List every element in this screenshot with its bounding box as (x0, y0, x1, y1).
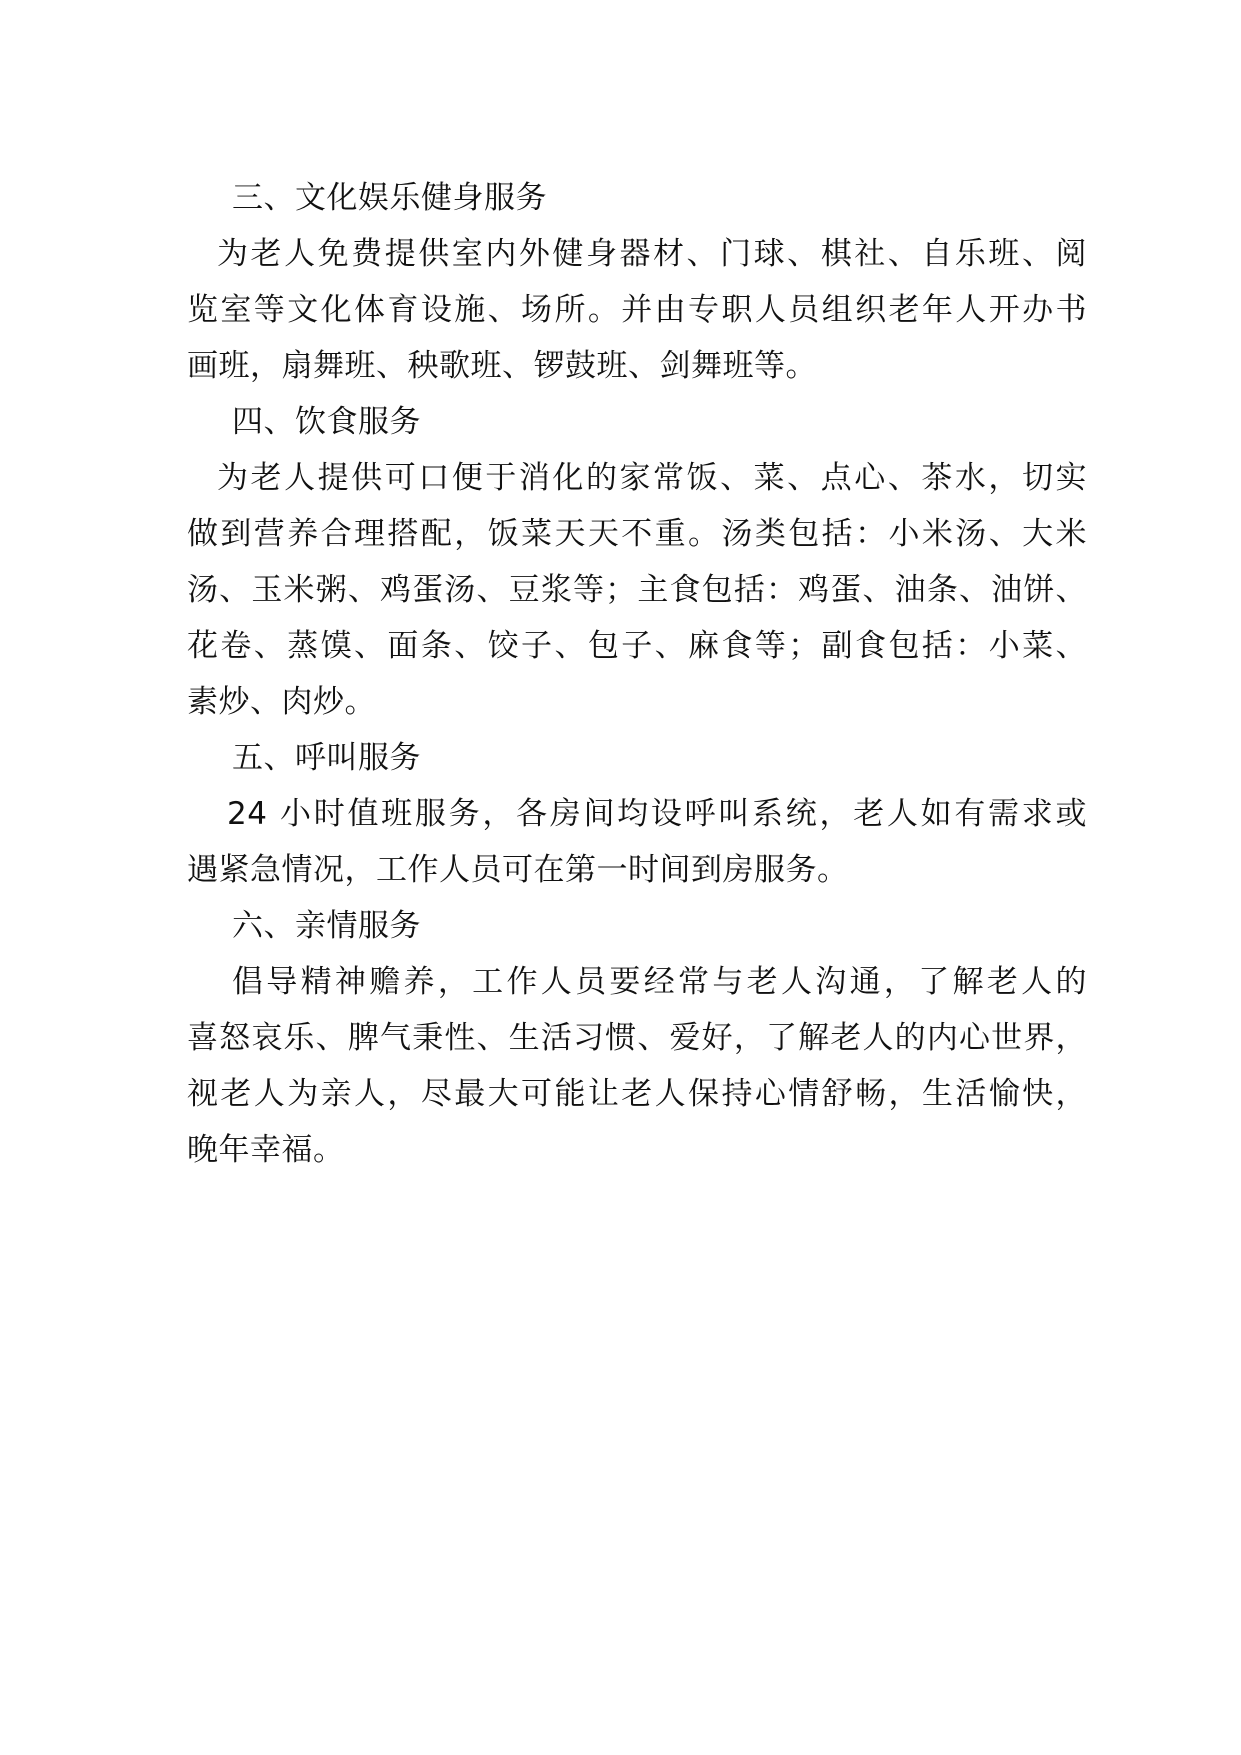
paragraph-line: 汤、玉米粥、鸡蛋汤、豆浆等；主食包括：鸡蛋、油条、油饼、 (187, 572, 1087, 608)
section-heading-diet: 四、饮食服务 (232, 404, 421, 440)
paragraph-line: 遇紧急情况，工作人员可在第一时间到房服务。 (187, 852, 849, 888)
paragraph-line: 览室等文化体育设施、场所。并由专职人员组织老年人开办书 (187, 292, 1087, 328)
paragraph-line: 晚年幸福。 (187, 1132, 345, 1168)
paragraph-line: 倡导精神赡养，工作人员要经常与老人沟通，了解老人的 (232, 964, 1087, 1000)
paragraph-line: 画班，扇舞班、秧歌班、锣鼓班、剑舞班等。 (187, 348, 817, 384)
paragraph-line: 喜怒哀乐、脾气秉性、生活习惯、爱好，了解老人的内心世界， (187, 1020, 1087, 1056)
paragraph-line: 24 小时值班服务，各房间均设呼叫系统，老人如有需求或 (227, 796, 1087, 832)
paragraph-line: 素炒、肉炒。 (187, 684, 376, 720)
section-heading-culture: 三、文化娱乐健身服务 (232, 180, 547, 216)
paragraph-line: 做到营养合理搭配，饭菜天天不重。汤类包括：小米汤、大米 (187, 516, 1087, 552)
document-body (187, 170, 1087, 1178)
section-heading-call: 五、呼叫服务 (232, 740, 421, 776)
section-heading-family: 六、亲情服务 (232, 908, 421, 944)
paragraph-line: 视老人为亲人，尽最大可能让老人保持心情舒畅，生活愉快， (187, 1076, 1087, 1112)
paragraph-line: 花卷、蒸馍、面条、饺子、包子、麻食等；副食包括：小菜、 (187, 628, 1087, 664)
paragraph-line: 为老人提供可口便于消化的家常饭、菜、点心、茶水，切实 (217, 460, 1087, 496)
paragraph-line: 为老人免费提供室内外健身器材、门球、棋社、自乐班、阅 (217, 236, 1087, 272)
